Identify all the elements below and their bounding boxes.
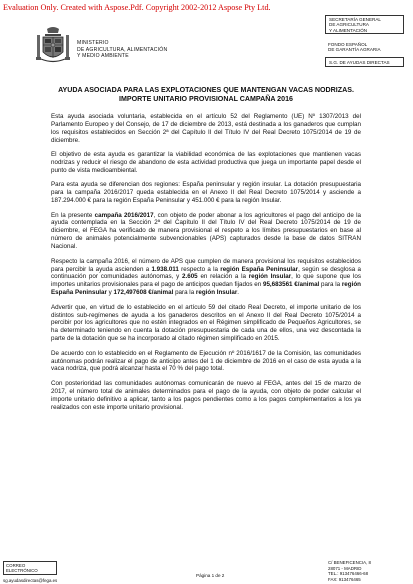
unit-amount-insular: 172,497608 €/animal bbox=[113, 289, 174, 297]
fega-line: DE GARANTÍA AGRARIA bbox=[328, 47, 381, 53]
subdirectorate-label: S.G. DE AYUDAS DIRECTAS bbox=[329, 60, 390, 65]
address-line: C/ BENEFICENCIA, 8 bbox=[328, 560, 371, 565]
secretariat-line: SECRETARÍA GENERAL bbox=[329, 17, 381, 22]
ministry-name bbox=[77, 40, 167, 60]
ministry-line: Y MEDIO AMBIENTE bbox=[77, 53, 129, 60]
footer-contact bbox=[3, 561, 57, 583]
postal-address bbox=[328, 560, 371, 582]
aps-insular-count: 2.605 bbox=[182, 273, 198, 281]
text-run: , según se desglosa a continuación por comunidades autónomas, y bbox=[51, 265, 361, 281]
campaign-highlight: campaña 2016/2017 bbox=[94, 211, 154, 219]
secretariat-line: DE AGRICULTURA bbox=[329, 22, 369, 28]
text-run: . bbox=[237, 289, 239, 297]
address-line: FAX: 913476465 bbox=[328, 576, 361, 582]
secretariat-box bbox=[325, 15, 404, 34]
fega-line: FONDO ESPAÑOL bbox=[328, 42, 368, 47]
paragraph: De acuerdo con lo establecido en el Reglamento de Ejecución nº 2016/1617 de la Comisión, las comunidades autónomas podrán realizar el pago de anticipo antes del 1 de diciembre de 2016 en el caso de esta ayuda a la vaca nodriza, que podrá alcanzar hasta el 70 % del pago total. bbox=[51, 349, 361, 373]
region-peninsular: región España Peninsular bbox=[220, 265, 299, 273]
ministry-line: MINISTERIO bbox=[77, 40, 109, 46]
subdirectorate-box bbox=[325, 57, 404, 67]
paragraph bbox=[51, 258, 361, 298]
paragraph: Esta ayuda asociada voluntaria, establecida en el artículo 52 del Reglamento (UE) Nº 1307/2013 del Parlamento Europeo y del Consejo, de 17 de diciembre de 2013, está destinada a los ganaderos que cumplan los requisitos establecidos en Sección 2ª del Capítulo II del Título IV del Real Decreto 1075/2014 de 19 de diciembre. bbox=[51, 113, 361, 144]
text-run: , lo que supone que los importes unitarios provisionales para el pago de anticipos quedan fijados en bbox=[51, 273, 361, 289]
region-peninsular: región España Peninsular bbox=[51, 281, 361, 297]
paragraph: Con posterioridad las comunidades autónomas comunicarán de nuevo al FEGA, antes del 15 de marzo de 2017, el número total de animales determinados para el pago de la ayuda, con objeto de poder calcular el importe unitario definitivo a aplicar, tanto a los pagos pendientes como a los pagos complementarios a los ya realizados con este importe unitario provisional. bbox=[51, 379, 361, 411]
fega-name bbox=[328, 42, 381, 53]
text-run: para la bbox=[173, 289, 196, 297]
paragraph: Advertir que, en virtud de lo establecido en el artículo 59 del citado Real Decreto, el importe unitario de los distintos sub-regímenes de ayuda a los ganaderos descritos en el Anexo II del Real Decreto 1075/2014 a percibir por los agricultores que no estén integrados en el Régimen simplificado de Pequeños Agricultores, se ha determinado teniendo en cuenta la dotación presupuestaria de cada una de ellos, una vez descontada la parte de la dotación que se ha incorporado al citado régimen simplificado en 2015. bbox=[51, 303, 361, 343]
text-run: y bbox=[106, 289, 114, 297]
address-line: TEL.: 913476466-68 bbox=[328, 571, 369, 576]
paragraph bbox=[51, 212, 361, 252]
ministry-line: DE AGRICULTURA, ALIMENTACIÓN bbox=[77, 46, 168, 53]
evaluation-watermark: Evaluation Only. Created with Aspose.Pdf. Copyright 2002-2012 Aspose Pty Ltd. bbox=[3, 3, 271, 12]
text-run: Respecto la campaña 2016, el número de APS que cumplen de manera provisional los requisitos establecidos para percibir la ayuda ascienden a bbox=[51, 257, 361, 273]
region-insular: región Insular bbox=[248, 273, 292, 281]
coat-of-arms-logo bbox=[33, 26, 73, 66]
document-body bbox=[51, 113, 361, 418]
document-title: AYUDA ASOCIADA PARA LAS EXPLOTACIONES QUE MANTENGAN VACAS NODRIZAS. IMPORTE UNITARIO PROVISIONAL CAMPAÑA 2016 bbox=[58, 86, 354, 103]
address-line: 28071 - MADRID bbox=[328, 565, 362, 571]
email-link[interactable]: sg.ayudasdirectas@fega.es bbox=[3, 578, 58, 583]
aps-peninsular-count: 1.938.011 bbox=[151, 265, 179, 273]
text-run: para la bbox=[319, 281, 342, 289]
unit-amount-peninsular: 95,683561 €/animal bbox=[262, 281, 320, 289]
text-run: En la presente bbox=[51, 211, 95, 219]
page-number: Página 1 de 2 bbox=[196, 573, 225, 578]
paragraph: Para esta ayuda se diferencian dos regiones: España peninsular y región insular. La dotación presupuestaria para la campaña 2016/2017 queda establecida en el Anexo II del Real Decreto 1075/2014 y asciende a 187.294.000 € para la región España Peninsular y 451.000 € para la región Insular. bbox=[51, 181, 361, 205]
secretariat-line: Y ALIMENTACIÓN bbox=[329, 27, 368, 33]
text-run: respecto a la bbox=[178, 265, 221, 273]
paragraph: El objetivo de esta ayuda es garantizar la viabilidad económica de las explotaciones que mantienen vacas nodrizas y reducir el riesgo de abandono de esta actividad productiva que juega un importante papel desde el punto de vista medioambiental. bbox=[51, 151, 361, 174]
text-run: en relación a la bbox=[197, 273, 249, 281]
email-box-label: CORREO ELECTRÓNICO bbox=[3, 561, 57, 575]
text-run: , con objeto de poder abonar a los agricultores el pago del anticipo de la ayuda contemplada en la Sección 2ª del Capítulo II del Título IV del Real Decreto 1075/2014 de 19 de diciembre, el FEGA ha verificado de manera provisional el respeto a los límites presupuestarios en base al número de animales potencialmente subvencionables (APS) capturados desde la base de datos SITRAN Nacional. bbox=[51, 211, 361, 251]
region-insular: región Insular bbox=[195, 289, 238, 297]
